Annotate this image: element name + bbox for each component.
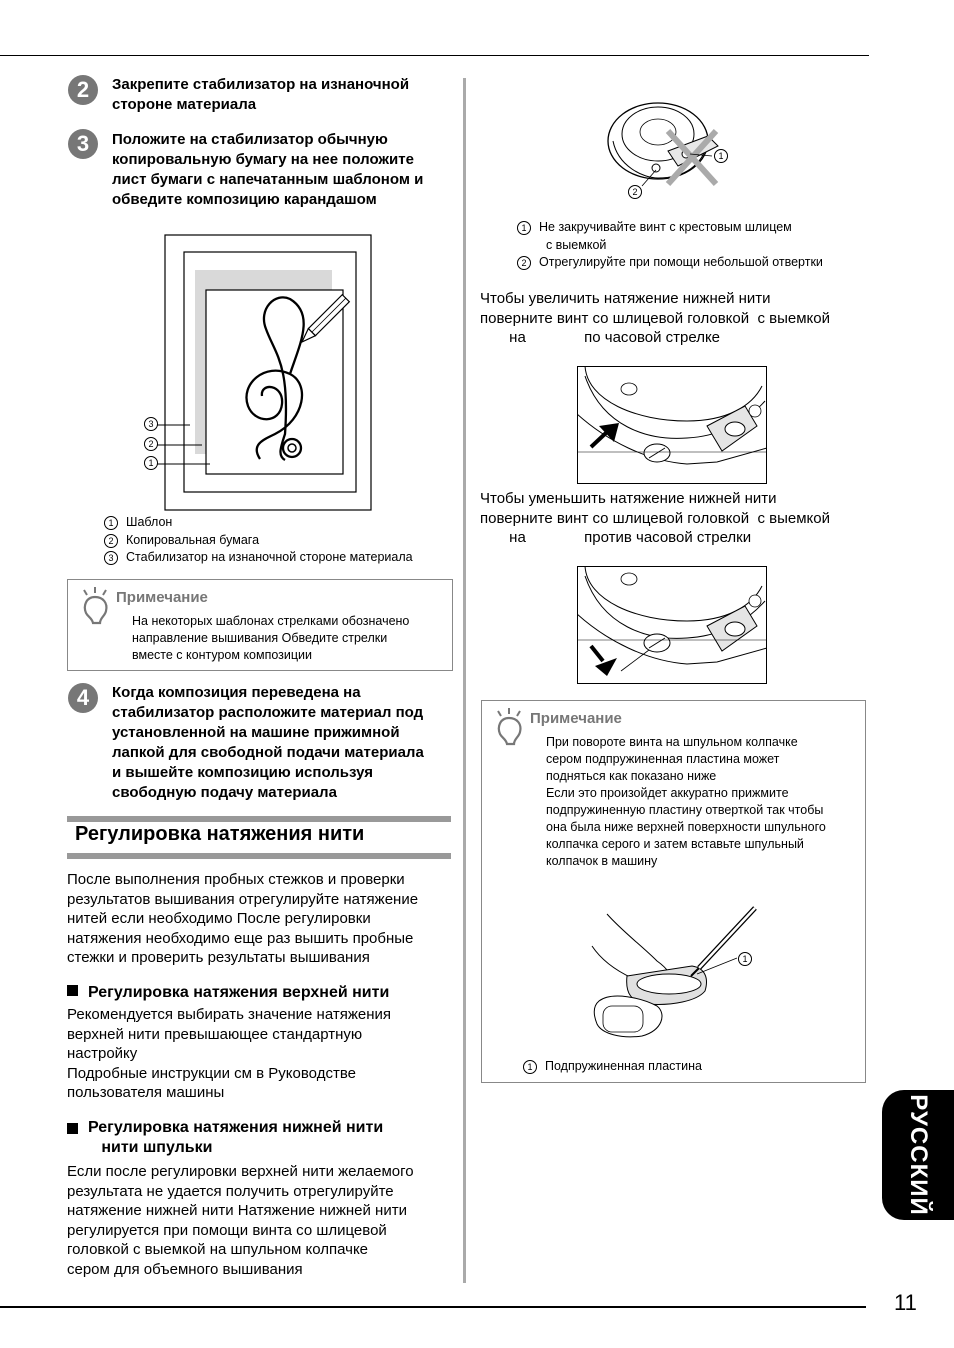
legend-item: [517, 254, 877, 272]
language-tab: [882, 1090, 954, 1220]
legend-num: 3: [104, 551, 118, 565]
increase-tension-text: Чтобы увеличить натяжение нижней нити поверните винт со шлицевой головкой с выемкой на по часовой стрелке: [480, 290, 830, 346]
section-intro: После выполнения пробных стежков и проверки результатов вышивания отрегулируйте натяжение нитей если необходимо После регулировки натяжения необходимо еще раз вышить пробные стежки и проверить результаты вышивания: [67, 871, 419, 966]
note-box: [481, 700, 866, 1083]
legend-item: [104, 549, 464, 567]
legend-num: 1: [523, 1060, 537, 1074]
legend-item: [104, 532, 464, 550]
decrease-tension-figure: [577, 566, 767, 684]
figure1-legend: [104, 514, 464, 567]
section-title: Регулировка натяжения нити: [75, 823, 365, 845]
note-title: Примечание: [116, 589, 208, 606]
legend-num: 1: [104, 516, 118, 530]
legend-item: [104, 514, 464, 532]
legend-text: Отрегулируйте при помощи небольшой отвертки: [539, 255, 823, 269]
legend-num: 2: [517, 256, 531, 270]
step-4-badge: 4: [68, 683, 98, 713]
legend-text: Стабилизатор на изнаночной стороне материала: [126, 550, 413, 564]
figure2-legend: [517, 219, 877, 272]
spring-plate-figure: [587, 906, 767, 1041]
upper-thread-text: Рекомендуется выбирать значение натяжения верхней нити превышающее стандартную настройку Подробные инструкции см в Руководстве пользователя машины: [67, 1006, 392, 1101]
square-bullet-icon: [67, 985, 78, 996]
square-bullet-icon: [67, 1123, 78, 1134]
bobbin-case-figure: [598, 96, 728, 200]
upper-thread-heading: [67, 983, 462, 1003]
increase-tension-figure: [577, 366, 767, 484]
callout-1: 1: [144, 456, 158, 470]
legend-text: Копировальная бумага: [126, 532, 260, 547]
legend-text: Не закручивайте винт с крестовым шлицем с выемкой: [539, 220, 792, 252]
legend-item: [523, 1058, 702, 1076]
template-figure: [140, 234, 376, 512]
lightbulb-icon: [78, 586, 112, 626]
callout-1: 1: [714, 149, 728, 163]
legend-num: 1: [517, 221, 531, 235]
lower-thread-heading: [67, 1118, 462, 1158]
legend-item: [517, 219, 877, 254]
bottom-rule: [0, 1306, 866, 1308]
callout-1: 1: [738, 952, 752, 966]
lower-thread-text: Если после регулировки верхней нити желаемого результата не удается получить отрегулируйте натяжение нижней нити Натяжение нижней нити регулируется при помощи винта со шлицевой головкой с выемкой на шпульном колпачке сером для объемного вышивания: [67, 1163, 414, 1278]
lower-thread-heading-text: Регулировка натяжения нижней нити нити шпульки: [88, 1119, 384, 1156]
legend-num: 2: [104, 534, 118, 548]
note-text: На некоторых шаблонах стрелками обозначено направление вышивания Обведите стрелки вместе с контуром композиции: [132, 614, 410, 662]
note-title: Примечание: [530, 710, 622, 727]
decrease-tension-text: Чтобы уменьшить натяжение нижней нити поверните винт со шлицевой головкой с выемкой на против часовой стрелки: [480, 490, 830, 546]
column-divider: [463, 78, 466, 1283]
language-tab-label: РУССКИЙ: [905, 1094, 932, 1216]
top-rule: [0, 55, 869, 56]
step-3-text: Положите на стабилизатор обычную копировальную бумагу на нее положите лист бумаги с напечатанным шаблоном и обведите композицию карандашом: [112, 131, 424, 208]
legend-text: Подпружиненная пластина: [545, 1059, 702, 1073]
callout-2: 2: [144, 437, 158, 451]
callout-2: 2: [628, 185, 642, 199]
lightbulb-icon: [492, 707, 526, 747]
section-rule-bottom: [67, 853, 451, 859]
upper-thread-heading-text: Регулировка натяжения верхней нити: [88, 984, 390, 1001]
page-number: 11: [894, 1290, 917, 1315]
step-4-text: Когда композиция переведена на стабилизатор расположите материал под установленной на машине прижимной лапкой для свободной подачи материала и вышейте композицию используя свободную подачу материала: [112, 684, 424, 801]
step-2-text: Закрепите стабилизатор на изнаночной стороне материала: [112, 76, 410, 113]
note-text: При повороте винта на шпульном колпачке сером подпружиненная пластина может подняться как показано ниже Если это произойдет аккуратно прижмите подпружиненную пластину отверткой так чтобы она была ниже верхней поверхности шпульного колпачка серого и затем вставьте шпульный колпачок в машину: [546, 735, 826, 868]
step-3-badge: 3: [68, 129, 98, 159]
step-2-badge: 2: [68, 75, 98, 105]
legend-text: Шаблон: [126, 515, 173, 529]
section-rule-top: [67, 816, 451, 822]
note-box: [67, 579, 453, 671]
callout-3: 3: [144, 417, 158, 431]
